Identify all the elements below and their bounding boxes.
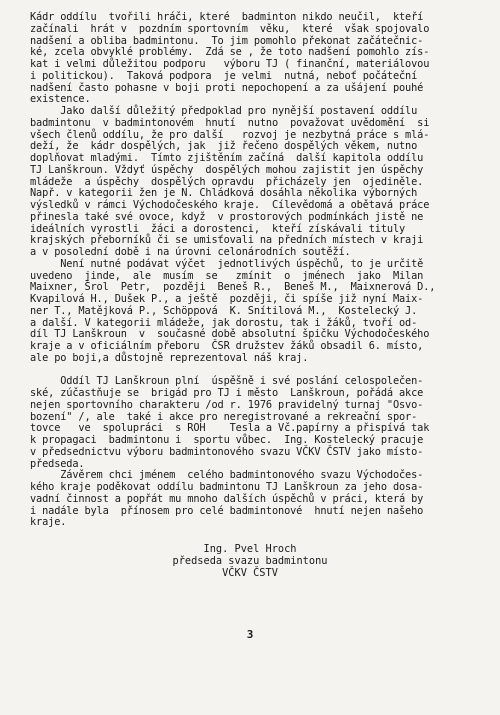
text-line: Maixner, Šrol Petr, později Beneš R., Beneš M., Maixnerová D., — [30, 281, 436, 294]
text-line: Oddíl TJ Lanškroun plní úspěšně i své poslání celospolečen- — [30, 375, 424, 388]
text-line: kého kraje poděkovat oddílu badmintonu TJ Lanškroun za jeho dosa- — [30, 481, 424, 493]
text-line: vadní činnost a popřát mu mnoho dalších úspěchů v práci, která by — [30, 492, 424, 505]
text-line: uvedeno jinde, ale musím se zmínit o jménech jako Milan — [30, 269, 424, 282]
signature-block — [150, 543, 350, 579]
paragraph — [30, 470, 470, 529]
text-line: začínali hrát v pozdním sportovním věku, které však spojovalo — [30, 22, 430, 35]
text-line: ké, zcela obvyklé problémy. Zdá se , že toto nadšení pomohlo zís- — [30, 46, 430, 59]
text-line: a další. V kategorii mládeže, jak dorostu, tak i žáků, tvoří od- — [30, 316, 418, 329]
text-line: Jako další důležitý předpoklad pro nynější postavení oddílu — [30, 105, 418, 117]
paragraph — [30, 376, 470, 470]
text-line: kat i velmi důležitou podporu výboru TJ ( finanční, materiálovou — [30, 58, 430, 70]
signature-name: Ing. Pvel Hroch — [203, 543, 297, 555]
text-line: i politickou). Taková podpora je velmi nutná, neboť počáteční — [30, 69, 418, 82]
text-line: ské, zúčastňuje se brigád pro TJ i město Lanškroun, pořádá akce — [30, 387, 424, 399]
text-line: díl TJ Lanškroun v současné době absolutní špičku Východočeského — [30, 328, 430, 341]
text-line: Není nutné podávat výčet jednotlivých úspěchů, to je určitě — [30, 257, 424, 270]
text-line: Např. v kategorii žen je N. Chládková dosáhla několika výborných — [30, 187, 418, 200]
text-line: všech členů oddílu, že pro další rozvoj je nezbytná práce s mlá- — [30, 128, 430, 141]
text-line: ale po boji,a důstojně reprezentoval náš kraj. — [30, 351, 309, 364]
text-line: deží, že kádr dospělých, jak již řečeno dospělých věkem, nutno — [30, 140, 418, 153]
text-line: krajských přeborníků či se umisťovali na předních místech v kraji — [30, 234, 424, 247]
text-line: nadšení často pohasne v boji proti nepochopení a za ušájení pouhé — [30, 81, 424, 94]
text-line: k propagaci badmintonu i sportu vůbec. Ing. Kostelecký pracuje — [30, 434, 424, 446]
text-line: kraje a v oficiálním přeboru ČSR družstev žáků obsadil 6. místo, — [30, 340, 424, 352]
text-line: bození" /, ale také i akce pro neregistrované a rekreační spor- — [30, 410, 418, 423]
text-line: TJ Lanškroun. Vždyť úspěchy dospělých mohou zajistit jen úspěchy — [30, 163, 424, 176]
text-line: ideálních vyrostli žáci a dorostenci, kteří získávali tituly — [30, 222, 406, 235]
signature-title: předseda svazu badmintonu — [172, 555, 328, 567]
text-line: existence. — [30, 93, 91, 106]
text-line: nejen sportovního charakteru /od r. 1976 pravidelný turnaj "Osvo- — [30, 398, 424, 411]
paragraph — [30, 12, 470, 106]
text-line: v předsednictvu výboru badmintonového svazu VČKV ČSTV jako místo- — [30, 445, 424, 458]
text-line: přinesla také své ovoce, když v prostorových podmínkách jistě ne — [30, 210, 424, 223]
text-line: Kádr oddílu tvořili hráči, které badminton nikdo neučil, kteří — [30, 11, 424, 23]
text-line: tovce ve spolupráci s ROH Tesla a Vč.papírny a přispívá tak — [30, 422, 430, 435]
text-line: nadšení a obliba badmintonu. To jim pomohlo překonat začátečnic- — [30, 34, 424, 47]
paragraph — [30, 259, 470, 365]
text-line: výsledků v rámci Východočeského kraje. Cílevědomá a obětavá práce — [30, 199, 430, 211]
text-line: Kvapilová H., Dušek P., a ještě později, či spíše již nyní Maix- — [30, 293, 424, 305]
signature-organization: VČKV ČSTV — [222, 567, 278, 579]
text-line: mládeže a úspěchy dospělých opravdu přicházely jen ojediněle. — [30, 175, 424, 188]
text-line: ner T., Matějková P., Schöppová K. Snítilová M., Kostelecký J. — [30, 304, 418, 317]
text-line: doplňovat mladými. Tímto zjištěním začíná další kapitola oddílu — [30, 152, 424, 164]
page-number: 3 — [246, 628, 254, 641]
article-body — [30, 12, 470, 529]
text-line: Závěrem chci jménem celého badmintonového svazu Východočes- — [30, 469, 424, 482]
text-line: kraje. — [30, 516, 67, 529]
text-line: předseda. — [30, 457, 85, 470]
paragraph — [30, 106, 470, 259]
text-line: badmintonu v badmintonovém hnutí nutno považovat uvědomění si — [30, 116, 430, 129]
text-line: a v posolední době i na úrovni celonárodních soutěží. — [30, 246, 351, 258]
text-line: i nadále byla přínosem pro celé badmintonové hnutí nejen našeho — [30, 504, 424, 517]
